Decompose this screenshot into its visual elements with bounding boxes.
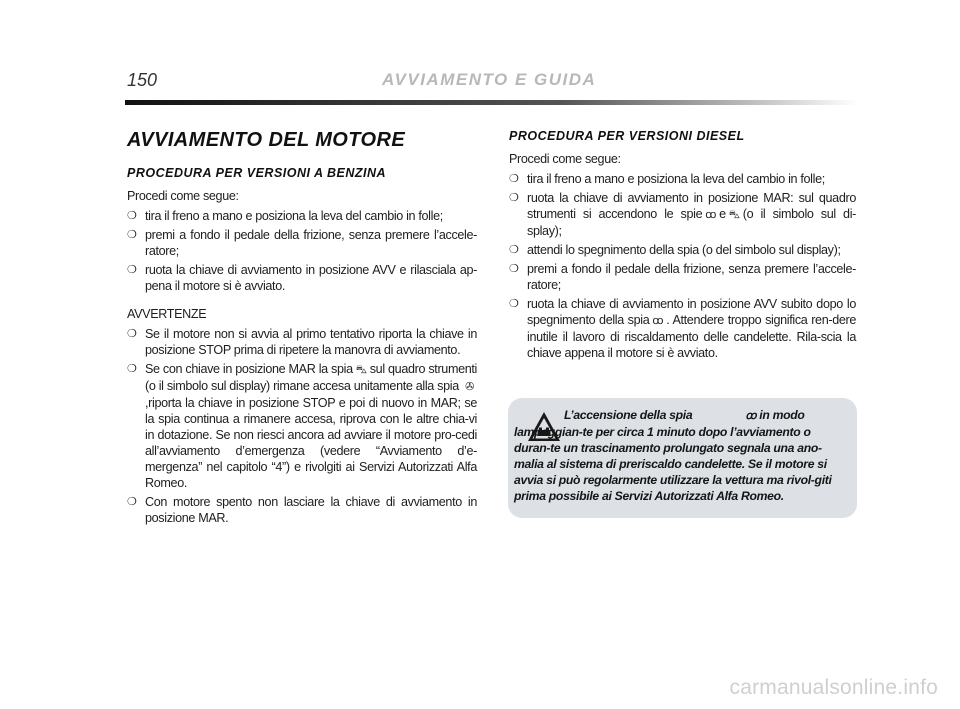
list-item [509, 190, 856, 239]
petrol-procedure-heading: PROCEDURA PER VERSIONI A BENZINA [127, 166, 387, 180]
glow-plug-icon: ꝏ [745, 410, 757, 422]
list-item [127, 262, 477, 294]
list-item-text: (o il simbolo sul di-splay); [527, 207, 856, 238]
list-item-text: ruota la chiave di avviamento in posizione MAR: sul quadro strumenti si accendono le spie [527, 191, 856, 221]
list-item [509, 171, 856, 187]
petrol-intro: Procedi come segue: [127, 189, 239, 203]
petrol-steps-list [127, 208, 477, 294]
note-text-part: in modo lampeggian-te per circa 1 minuto dopo l’avviamento o duran-te un trascinamento prolungato segnala una ano-malia al sistema di preriscaldo candelette. Se il motore si avvia si può regolarmente utilizzare la vettura ma rivol-giti prima possibile ai Servizi Autorizzati Alfa Romeo. [514, 408, 832, 503]
bullet-icon: ❍ [509, 173, 519, 185]
running-header: AVVIAMENTO E GUIDA [382, 70, 597, 89]
bullet-icon: ❍ [127, 264, 137, 276]
bullet-icon: ❍ [509, 192, 519, 204]
glow-plug-icon: ꝏ [705, 209, 717, 221]
page-number: 150 [127, 70, 158, 90]
list-item-text: sul quadro strumenti (o il simbolo sul display) rimane accesa unitamente alla spia [145, 362, 477, 393]
glow-plug-icon: ꝏ [652, 315, 664, 327]
list-item [127, 494, 477, 526]
list-item-text: ,riporta la chiave in posizione STOP e poi di nuovo in MAR; se la spia continua a rimanere accesa, riprova con le altre chia-vi in dotazione. Se non riesci ancora ad avviare il motore pro-cedi all’avviamento d’emergenza (vedere “Avviamento d’e-mergenza” nel capitolo “4”) e rivolgiti ai Servizi Autorizzati Alfa Romeo. [145, 396, 477, 490]
list-item-text: premi a fondo il pedale della frizione, senza premere l’accele-ratore; [527, 262, 856, 292]
bullet-icon: ❍ [127, 363, 137, 375]
immobilizer-icon: ⛍ [355, 364, 367, 376]
bullet-icon: ❍ [127, 229, 137, 241]
warnings-list [127, 326, 477, 526]
list-item-text: tira il freno a mano e posiziona la leva del cambio in folle; [527, 172, 825, 186]
list-item [127, 208, 477, 224]
list-item-text: Se il motore non si avvia al primo tentativo riporta la chiave in posizione STOP prima di ripetere la manovra di avviamento. [145, 327, 477, 357]
list-item-text: Con motore spento non lasciare la chiave di avviamento in posizione MAR. [145, 495, 477, 525]
bullet-icon: ❍ [509, 298, 519, 310]
warnings-heading: AVVERTENZE [127, 307, 207, 321]
list-item [127, 227, 477, 259]
list-item-text: ruota la chiave di avviamento in posizione AVV subito dopo lo spegnimento della spia [527, 297, 856, 327]
diesel-procedure-heading: PROCEDURA PER VERSIONI DIESEL [509, 129, 745, 143]
list-item [509, 261, 856, 293]
list-item-text: tira il freno a mano e posiziona la leva del cambio in folle; [145, 209, 443, 223]
bullet-icon: ❍ [509, 244, 519, 256]
list-item-text: Se con chiave in posizione MAR la spia [145, 362, 353, 376]
bullet-icon: ❍ [127, 328, 137, 340]
list-item-text: . Attendere troppo significa ren-dere inutile il lavoro di riscaldamento delle candelette. Rila-scia la chiave appena il motore si è avviato. [527, 313, 856, 360]
engine-warning-icon: ✇ [465, 381, 474, 393]
note-text [514, 407, 848, 504]
bullet-icon: ❍ [509, 263, 519, 275]
list-item-text: e [719, 207, 726, 221]
diesel-steps-list [509, 171, 856, 361]
note-text-part: L’accensione della spia [564, 408, 693, 422]
list-item-text: attendi lo spegnimento della spia (o del simbolo sul display); [527, 243, 841, 257]
list-item-text: ruota la chiave di avviamento in posizione AVV e rilasciala ap-pena il motore si è avviato. [145, 263, 477, 293]
list-item [127, 361, 477, 491]
left-column [127, 124, 477, 529]
immobilizer-icon: ⛍ [728, 209, 740, 221]
right-column [509, 124, 856, 364]
section-title: AVVIAMENTO DEL MOTORE [127, 129, 406, 151]
header-rule [125, 100, 857, 105]
diesel-intro: Procedi come segue: [509, 152, 621, 166]
bullet-icon: ❍ [127, 496, 137, 508]
list-item [127, 326, 477, 358]
bullet-icon: ❍ [127, 210, 137, 222]
list-item-text: premi a fondo il pedale della frizione, senza premere l’accele-ratore; [145, 228, 477, 258]
warning-note-box [508, 398, 857, 518]
list-item [509, 296, 856, 361]
list-item [509, 242, 856, 258]
watermark: carmanualsonline.info [729, 676, 938, 699]
